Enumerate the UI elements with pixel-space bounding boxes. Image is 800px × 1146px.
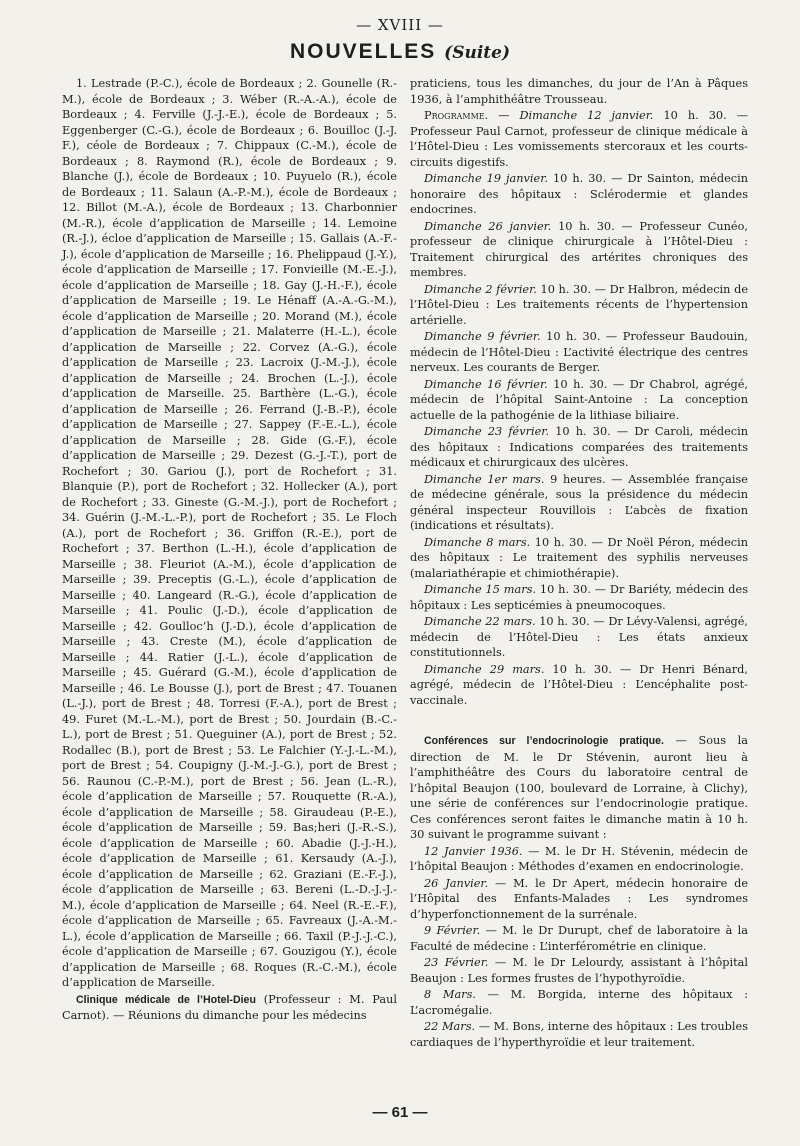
- section-gap: [410, 709, 748, 733]
- program-entry: [410, 1019, 748, 1050]
- program-entry: [410, 844, 748, 875]
- program-date: 22 Mars.: [424, 1020, 476, 1033]
- program-date: Dimanche 9 février.: [424, 330, 541, 343]
- program-entry: [410, 171, 748, 218]
- program-entry: [410, 987, 748, 1018]
- program-date: 23 Février.: [424, 956, 489, 969]
- program-entry: [410, 923, 748, 954]
- section-title: [0, 40, 800, 64]
- title-suffix: (Suite): [444, 43, 511, 63]
- program-text: — M. Borgida, interne des hôpitaux : L’acromégalie.: [410, 988, 749, 1017]
- program-text: 10 h. 30. — Dr Caroli, médecin des hôpitaux : Indications comparées des traitements médicaux et chirurgicaux des ulcères.: [410, 425, 749, 469]
- title-text: NOUVELLES: [289, 40, 437, 63]
- program-entry: [410, 108, 748, 170]
- program-text: 10 h. 30. — Professeur Paul Carnot, professeur de clinique médicale à l’Hôtel-Dieu : Les vomissements stercoraux et les courts-circuits digestifs.: [410, 109, 748, 169]
- program-date: Dimanche 23 février.: [424, 425, 550, 438]
- program-entry: [410, 614, 748, 661]
- program-text: — M. le Dr H. Stévenin, médecin de l’hôpital Beaujon : Méthodes d’examen en endocrinologie.: [410, 844, 748, 873]
- program-list: [410, 108, 748, 708]
- program-date: 12 Janvier 1936.: [424, 844, 523, 858]
- program-entry: [410, 377, 748, 424]
- clinique-continuation: praticiens, tous les dimanches, du jour de l’An à Pâques 1936, à l’amphithéâtre Trousseau.: [410, 77, 748, 106]
- right-column: [410, 76, 748, 1051]
- left-column: [62, 76, 397, 1025]
- program-entry: [410, 535, 748, 582]
- program-entry: [410, 329, 748, 376]
- program-date: Dimanche 8 mars.: [424, 535, 531, 549]
- page-number: — 61 —: [372, 1104, 428, 1121]
- conference-title: Conférences sur l’endocrinologie pratique.: [424, 735, 664, 747]
- program-text: 10 h. 30. — Professeur Cunéo, professeur de clinique chirurgicale à l’Hôtel-Dieu : Traitement chirurgical des artérites chroniques des membres.: [410, 219, 749, 279]
- program-date: Dimanche 16 février.: [424, 377, 548, 391]
- program-text: 10 h. 30. — Dr Halbron, médecin de l’Hôtel-Dieu : Les traitements récents de l’hypertension artérielle.: [410, 282, 749, 327]
- program-entry: [410, 282, 748, 329]
- program-date: 8 Mars.: [424, 988, 476, 1001]
- program-entry: [410, 876, 748, 923]
- program-entry: [410, 955, 748, 986]
- program-text: 10 h. 30. — Dr Bariéty, médecin des hôpitaux : Les septicémies à pneumocoques.: [410, 583, 748, 612]
- roman-page-header: — XVIII —: [356, 16, 444, 34]
- program-date: Dimanche 29 mars.: [424, 662, 545, 676]
- program-text: — M. le Dr Apert, médecin honoraire de l’Hôpital des Enfants-Malades : Les syndromes d’hyperfonctionnement de la surrénale.: [410, 876, 749, 921]
- clinique-announcement: [62, 992, 397, 1024]
- program-entry: [410, 219, 748, 281]
- program-date: Dimanche 1er mars.: [424, 472, 545, 486]
- program-date: 9 Février.: [424, 924, 481, 937]
- program-date: Dimanche 15 mars.: [424, 583, 537, 596]
- program-text: — M. le Dr Lelourdy, assistant à l’hôpital Beaujon : Les formes frustes de l’hypothyroïdie.: [410, 956, 749, 985]
- program-text: — M. Bons, interne des hôpitaux : Les troubles cardiaques de l’hyperthyroïdie et leur traitement.: [410, 1020, 749, 1049]
- program-entry: [410, 662, 748, 709]
- program-text: 10 h. 30. — Dr Sainton, médecin honoraire des hôpitaux : Sclérodermie et glandes endocrines.: [410, 172, 748, 216]
- program-text: 10 h. 30. — Dr Henri Bénard, agrégé, médecin de l’Hôtel-Dieu : L’encéphalite post-vaccinale.: [410, 662, 748, 707]
- conference-announcement: [410, 733, 748, 843]
- clinique-text: (Professeur : M. Paul Carnot). — Réunions du dimanche pour les médecins: [62, 992, 397, 1022]
- program-text: — M. le Dr Durupt, chef de laboratoire à la Faculté de médecine : L’interférométrie en clinique.: [410, 924, 749, 953]
- program-text: 9 heures. — Assemblée française de médecine générale, sous la présidence du médecin général inspecteur Rouvillois : L’abcès de fixation (indications et résultats).: [410, 472, 748, 532]
- program-date: Dimanche 26 janvier.: [424, 219, 552, 233]
- program-date: Dimanche 2 février.: [424, 282, 537, 296]
- program-label: Programme.: [424, 109, 489, 122]
- program-date: Dimanche 19 janvier.: [424, 172, 548, 185]
- program-date: 26 Janvier.: [424, 876, 489, 890]
- program-text: 10 h. 30. — Professeur Baudouin, médecin de l’Hôtel-Dieu : L’activité électrique des centres nerveux. Les courants de Berger.: [410, 330, 749, 374]
- program-entry: [410, 582, 748, 613]
- program-text: 10 h. 30. — Dr Chabrol, agrégé, médecin de l’hôpital Saint-Antoine : La conception actuelle de la pathogénie de la lithiase biliaire.: [410, 377, 749, 422]
- conference-program-list: [410, 844, 748, 1051]
- graduates-list: 1. Lestrade (P.-C.), école de Bordeaux ; 2. Gounelle (R.-M.), école de Bordeaux ; 3. Wéber (R.-A.-A.), école de Bordeaux ; 4. Ferville (J.-J.-E.), école de Bordeaux ; 5. Eggenberger (C.-G.), école de Bordeaux ; 6. Bouilloc (J.-J. F.), céole de Bordeaux ; 7. Chippaux (C.-M.), école de Bordeaux ; 8. Raymond (R.), école de Bordeaux ; 9. Blanche (J.), école de Bordeaux ; 10. Puyuelo (R.), école de Bordeaux ; 11. Salaun (A.-P.-M.), école de Bordeaux ; 12. Billot (M.-A.), école de Bordeaux ; 13. Charbonnier (M.-R.), école d’application de Marseille ; 14. Lemoine (R.-J.), écloe d’application de Marseille ; 15. Gallais (A.-F.-J.), école d’application de Marseille ; 16. Phelippaud (J.-Y.), école d’application de Marseille ; 17. Fonvieille (M.-E.-J.), école d’application de Marseille ; 18. Gay (J.-H.-F.), école d’application de Marseille ; 19. Le Hénaff (A.-A.-G.-M.), école d’application de Marseille ; 20. Morand (M.), école d’application de Marseille ; 21. Malaterre (H.-L.), école d’application de Marseille ; 22. Corvez (A.-G.), école d’application de Marseille ; 23. Lacroix (J.-M.-J.), école d’application de Marseille ; 24. Brochen (L.-J.), école d’application de Marseille. 25. Barthère (L.-G.), école d’application de Marseille ; 26. Ferrand (J.-B.-P.), école d’application de Marseille ; 27. Sappey (F.-E.-L.), école d’application de Marseille ; 28. Gide (G.-F.), école d’application de Marseille ; 29. Dezest (G.-J.-T.), port de Rochefort ; 30. Gariou (J.), port de Rochefort ; 31. Blanquie (P.), port de Rochefort ; 32. Hollecker (A.), port de Rochefort ; 33. Gineste (G.-M.-J.), port de Rochefort ; 34. Guérin (J.-M.-L.-P.), port de Rochefort ; 35. Le Floch (A.), port de Rochefort ; 36. Griffon (R.-E.), port de Rochefort ; 37. Berthon (L.-H.), école d’application de Marseille ; 38. Fleuriot (A.-M.), école d’application de Marseille ; 39. Preceptis (G.-L.), école d’application de Marseille ; 40. Langeard (R.-G.), école d’application de Marseille ; 41. Poulic (J.-D.), école d’application de Marseille ; 42. Goulloc’h (J.-D.), école d’application de Marseille ; 43. Creste (M.), école d’application de Marseille ; 44. Ratier (J.-L.), école d’application de Marseille ; 45. Guérard (G.-M.), école d’application de Marseille ; 46. Le Bousse (J.), port de Brest ; 47. Touanen (L.-J.), port de Brest ; 48. Torresi (F.-A.), port de Brest ; 49. Furet (M.-L.-M.), port de Brest ; 50. Jourdain (B.-C.-L.), port de Brest ; 51. Queguiner (A.), port de Brest ; 52. Rodallec (B.), port de Brest ; 53. Le Falchier (Y.-J.-L.-M.), port de Brest ; 54. Coupigny (J.-M.-J.-G.), port de Brest ; 56. Raunou (C.-P.-M.), port de Brest ; 56. Jean (L.-R.), école d’application de Marseille ; 57. Rouquette (R.-A.), école d’application de Marseille ; 58. Giraudeau (P.-E.), école d’application de Marseille ; 59. Bas;heri (J.-R.-S.), école d’application de Marseille ; 60. Abadie (J.-J.-H.), école d’application de Marseille ; 61. Kersaudy (A.-J.), école d’application de Marseille ; 62. Graziani (E.-F.-J.), école d’application de Marseille ; 63. Bereni (L.-D.-J.-J.-M.), école d’application de Marseille ; 64. Neel (R.-E.-F.), école d’application de Marseille ; 65. Favreaux (J.-A.-M.-L.), école d’application de Marseille ; 66. Taxil (P.-J.-J.-C.), école d’application de Marseille ; 67. Gouzigou (Y.), école d’application de Marseille ; 68. Roques (R.-C.-M.), école d’application de Marseille.: [62, 77, 397, 989]
- program-entry: [410, 424, 748, 471]
- program-date: — Dimanche 12 janvier.: [498, 109, 654, 122]
- program-date: Dimanche 22 mars.: [424, 615, 536, 628]
- clinique-title: Clinique médicale de l’Hotel-Dieu: [76, 993, 256, 1006]
- program-entry: [410, 472, 748, 534]
- program-text: 10 h. 30. — Dr Noël Péron, médecin des hôpitaux : Le traitement des syphilis nerveuses (malariathérapie et chimiothérapie).: [410, 535, 748, 580]
- conference-text: — Sous la direction de M. le Dr Stévenin, auront lieu à l’amphithéâtre des Cours du laboratoire central de l’hôpital Beaujon (100, boulevard de Lorraine, à Clichy), une série de conférences sur l’endocrinologie pratique. Ces conférences seront faites le dimanche matin à 10 h. 30 suivant le programme suivant :: [410, 734, 748, 841]
- program-text: 10 h. 30. — Dr Lévy-Valensi, agrégé, médecin de l’Hôtel-Dieu : Les états anxieux constitutionnels.: [410, 615, 749, 659]
